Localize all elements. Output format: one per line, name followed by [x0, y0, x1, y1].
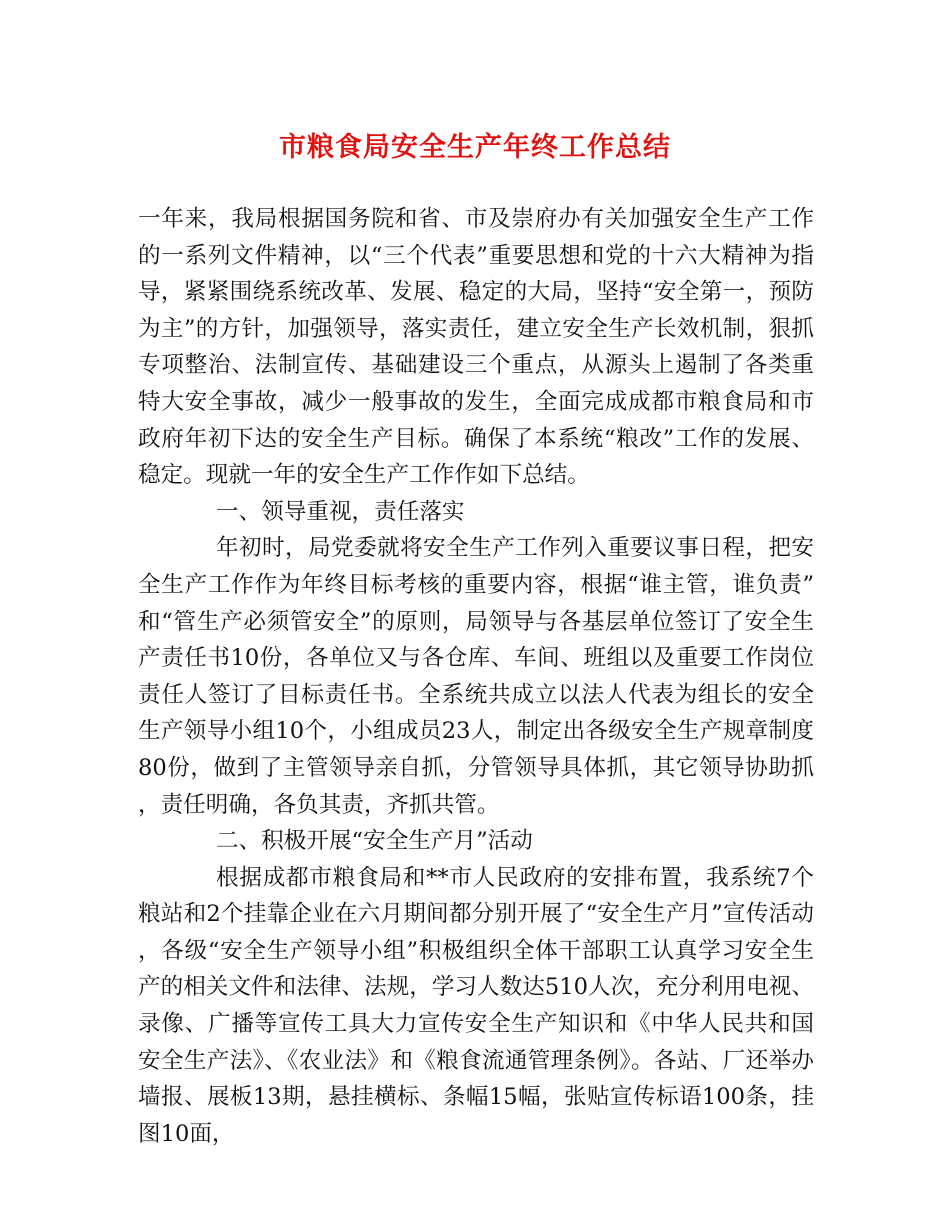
- section-1-paragraph: 年初时，局党委就将安全生产工作列入重要议事日程，把安全生产工作作为年终目标考核的重要内容，根据“谁主管，谁负责”和“管生产必须管安全”的原则，局领导与各基层单位签订了安全生产责任书10份，各单位又与各仓库、车间、班组以及重要工作岗位责任人签订了目标责任书。全系统共成立以法人代表为组长的安全生产领导小组10个，小组成员23人，制定出各级安全生产规章制度80份，做到了主管领导亲自抓，分管领导具体抓，其它领导协助抓，责任明确，各负其责，齐抓共管。: [138, 535, 814, 818]
- intro-paragraph: 一年来，我局根据国务院和省、市及崇府办有关加强安全生产工作的一系列文件精神，以“三个代表”重要思想和党的十六大精神为指导，紧紧围绕系统改革、发展、稳定的大局，坚持“安全第一，预防为主”的方针，加强领导，落实责任，建立安全生产长效机制，狠抓专项整治、法制宣传、基础建设三个重点，从源头上遏制了各类重特大安全事故，减少一般事故的发生，全面完成成都市粮食局和市政府年初下达的安全生产目标。确保了本系统“粮改”工作的发展、稳定。现就一年的安全生产工作作如下总结。: [138, 206, 814, 489]
- document-body: [138, 201, 814, 1152]
- section-2-heading: 二、积极开展“安全生产月”活动: [216, 828, 533, 855]
- document-title: 市粮食局安全生产年终工作总结: [279, 132, 671, 163]
- section-1-heading: 一、领导重视，责任落实: [216, 498, 465, 525]
- section-2-paragraph: 根据成都市粮食局和**市人民政府的安排布置，我系统7个粮站和2个挂靠企业在六月期间都分别开展了“安全生产月”宣传活动，各级“安全生产领导小组”积极组织全体干部职工认真学习安全生产的相关文件和法律、法规，学习人数达510人次，充分利用电视、录像、广播等宣传工具大力宣传安全生产知识和《中华人民共和国安全生产法》、《农业法》和《粮食流通管理条例》。各站、厂还举办墙报、展板13期，悬挂横标、条幅15幅，张贴宣传标语100条，挂图10面，: [138, 864, 814, 1147]
